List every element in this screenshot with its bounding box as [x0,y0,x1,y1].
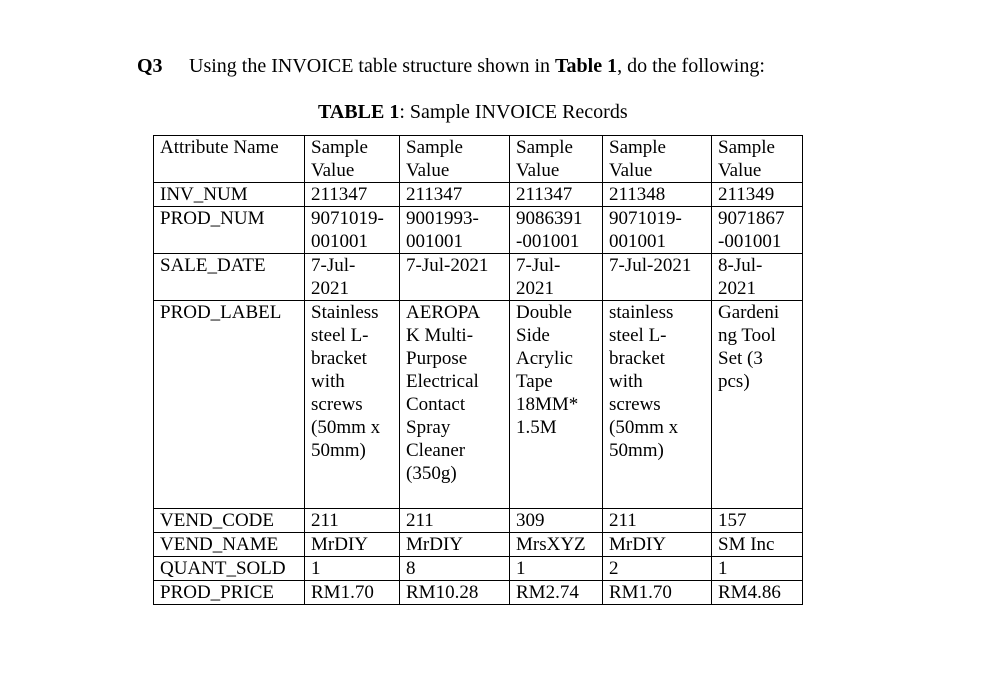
value-cell: AEROPA K Multi- Purpose Electrical Contact Spray Cleaner (350g) [400,301,510,509]
table-row [154,301,803,509]
value-cell: 1 [712,557,803,581]
value-cell: 7-Jul-2021 [603,254,712,301]
header-cell: Sample Value [400,136,510,183]
value-cell: 7-Jul-2021 [400,254,510,301]
question-table-reference: Table 1 [555,55,618,77]
value-cell: 7-Jul- 2021 [510,254,603,301]
table-caption-text: : Sample INVOICE Records [399,101,628,123]
table-header-row [154,136,803,183]
value-cell: RM1.70 [305,581,400,605]
header-cell: Sample Value [510,136,603,183]
attribute-cell: VEND_NAME [154,533,305,557]
value-cell: 211347 [510,183,603,207]
table-row [154,557,803,581]
value-cell: 8-Jul- 2021 [712,254,803,301]
value-cell: Gardeni ng Tool Set (3 pcs) [712,301,803,509]
value-cell: 9071019- 001001 [603,207,712,254]
table-caption-label: TABLE 1 [318,101,400,123]
attribute-cell: VEND_CODE [154,509,305,533]
table-row [154,207,803,254]
value-cell: 211347 [400,183,510,207]
value-cell: MrDIY [400,533,510,557]
table-row [154,254,803,301]
question-text [137,54,765,78]
value-cell: MrsXYZ [510,533,603,557]
header-cell: Sample Value [305,136,400,183]
value-cell: 309 [510,509,603,533]
value-cell: 211347 [305,183,400,207]
value-cell: 9086391 -001001 [510,207,603,254]
value-cell: RM4.86 [712,581,803,605]
table-caption [318,100,628,124]
table-row [154,183,803,207]
value-cell: 211 [400,509,510,533]
value-cell: 8 [400,557,510,581]
value-cell: RM10.28 [400,581,510,605]
value-cell: 9071019- 001001 [305,207,400,254]
value-cell: 1 [305,557,400,581]
header-cell: Sample Value [712,136,803,183]
table-row [154,533,803,557]
table-row [154,509,803,533]
header-cell: Attribute Name [154,136,305,183]
value-cell: MrDIY [603,533,712,557]
value-cell: 7-Jul- 2021 [305,254,400,301]
attribute-cell: PROD_NUM [154,207,305,254]
value-cell: 9071867 -001001 [712,207,803,254]
attribute-cell: INV_NUM [154,183,305,207]
value-cell: MrDIY [305,533,400,557]
value-cell: SM Inc [712,533,803,557]
value-cell: Double Side Acrylic Tape 18MM* 1.5M [510,301,603,509]
value-cell: 211 [305,509,400,533]
value-cell: 211349 [712,183,803,207]
value-cell: 2 [603,557,712,581]
value-cell: 9001993- 001001 [400,207,510,254]
attribute-cell: SALE_DATE [154,254,305,301]
attribute-cell: QUANT_SOLD [154,557,305,581]
table-row [154,581,803,605]
question-text-after: , do the following: [617,55,765,77]
value-cell: RM1.70 [603,581,712,605]
header-cell: Sample Value [603,136,712,183]
value-cell: 157 [712,509,803,533]
question-number: Q3 [137,55,163,77]
value-cell: RM2.74 [510,581,603,605]
value-cell: 211348 [603,183,712,207]
value-cell: stainless steel L- bracket with screws (50mm x 50mm) [603,301,712,509]
value-cell: Stainless steel L- bracket with screws (50mm x 50mm) [305,301,400,509]
invoice-table [153,135,803,605]
attribute-cell: PROD_LABEL [154,301,305,509]
question-text-before: Using the INVOICE table structure shown in [189,55,556,77]
value-cell: 1 [510,557,603,581]
attribute-cell: PROD_PRICE [154,581,305,605]
value-cell: 211 [603,509,712,533]
